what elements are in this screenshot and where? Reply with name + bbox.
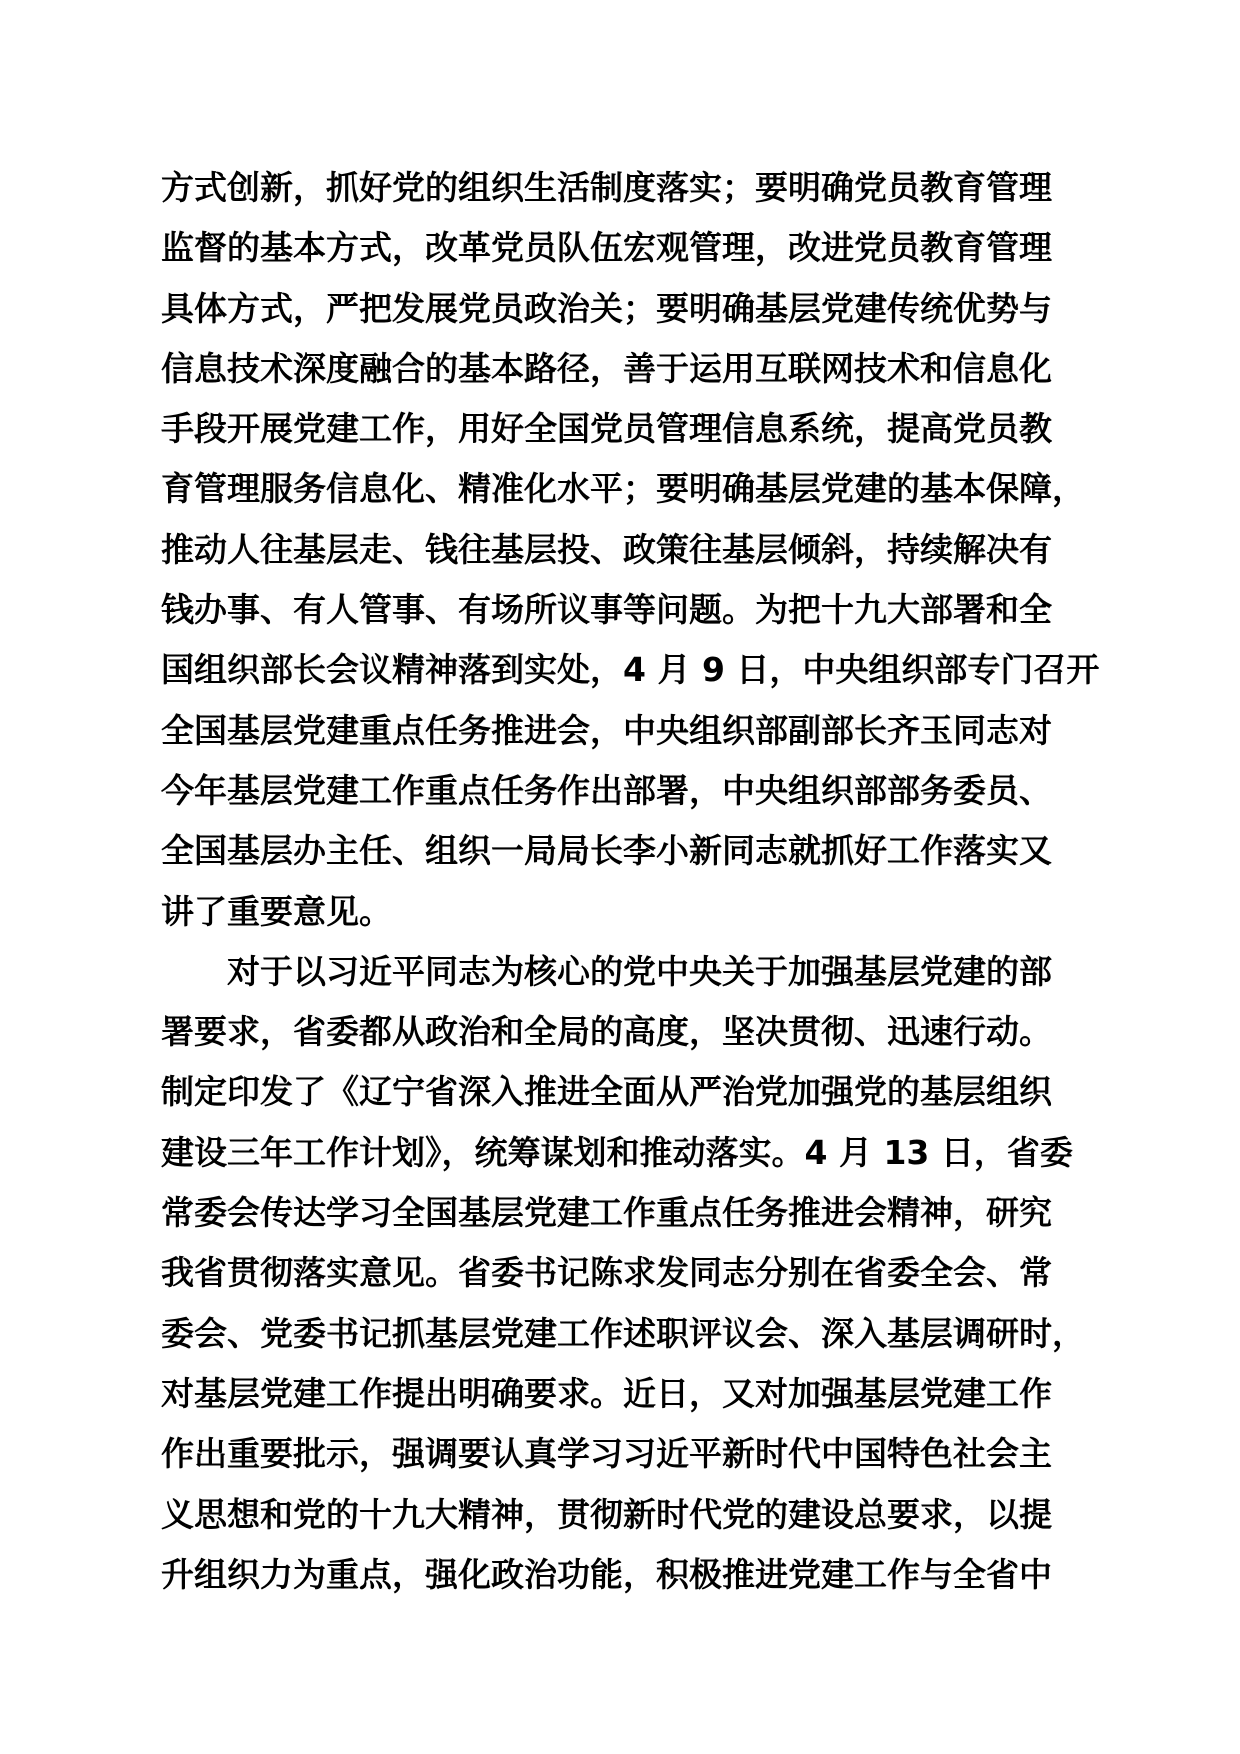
text-line: 义思想和党的十九大精神，贯彻新时代党的建设总要求，以提 bbox=[161, 1494, 1052, 1534]
text-line: 我省贯彻落实意见。省委书记陈求发同志分别在省委全会、常 bbox=[161, 1253, 1052, 1293]
text-line: 制定印发了《辽宁省深入推进全面从严治党加强党的基层组织 bbox=[161, 1072, 1052, 1112]
text-line: 育管理服务信息化、精准化水平；要明确基层党建的基本保障， bbox=[161, 469, 1085, 509]
text-line: 钱办事、有人管事、有场所议事等问题。为把十九大部署和全 bbox=[161, 590, 1052, 630]
text-line: 委会、党委书记抓基层党建工作述职评议会、深入基层调研时， bbox=[161, 1313, 1085, 1353]
text-line: 全国基层党建重点任务推进会，中央组织部副部长齐玉同志对 bbox=[161, 710, 1052, 750]
text-line: 升组织力为重点，强化政治功能，积极推进党建工作与全省中 bbox=[161, 1554, 1052, 1594]
text-line: 全国基层办主任、组织一局局长李小新同志就抓好工作落实又 bbox=[161, 831, 1052, 871]
text-line: 对基层党建工作提出明确要求。近日，又对加强基层党建工作 bbox=[161, 1373, 1052, 1413]
text-line: 监督的基本方式，改革党员队伍宏观管理，改进党员教育管理 bbox=[161, 228, 1052, 268]
text-line: 具体方式，严把发展党员政治关；要明确基层党建传统优势与 bbox=[161, 288, 1052, 328]
text-line: 建设三年工作计划》，统筹谋划和推动落实。4 月 13 日，省委 bbox=[161, 1132, 1073, 1172]
text-line: 常委会传达学习全国基层党建工作重点任务推进会精神，研究 bbox=[161, 1193, 1052, 1233]
text-line: 今年基层党建工作重点任务作出部署，中央组织部部务委员、 bbox=[161, 770, 1052, 810]
text-line: 国组织部长会议精神落到实处，4 月 9 日，中央组织部专门召开 bbox=[161, 650, 1100, 690]
text-line: 方式创新，抓好党的组织生活制度落实；要明确党员教育管理 bbox=[161, 168, 1052, 207]
text-line: 署要求，省委都从政治和全局的高度，坚决贯彻、迅速行动。 bbox=[161, 1012, 1052, 1052]
text-line: 信息技术深度融合的基本路径，善于运用互联网技术和信息化 bbox=[161, 348, 1052, 388]
text-line: 作出重要批示，强调要认真学习习近平新时代中国特色社会主 bbox=[161, 1434, 1052, 1474]
text-line: 推动人往基层走、钱往基层投、政策往基层倾斜，持续解决有 bbox=[161, 529, 1052, 569]
text-line: 讲了重要意见。 bbox=[161, 891, 392, 931]
text-line: 手段开展党建工作，用好全国党员管理信息系统，提高党员教 bbox=[161, 409, 1052, 449]
paragraph-first-line: 对于以习近平同志为核心的党中央关于加强基层党建的部 bbox=[227, 951, 1052, 991]
body-text bbox=[161, 158, 1121, 1605]
